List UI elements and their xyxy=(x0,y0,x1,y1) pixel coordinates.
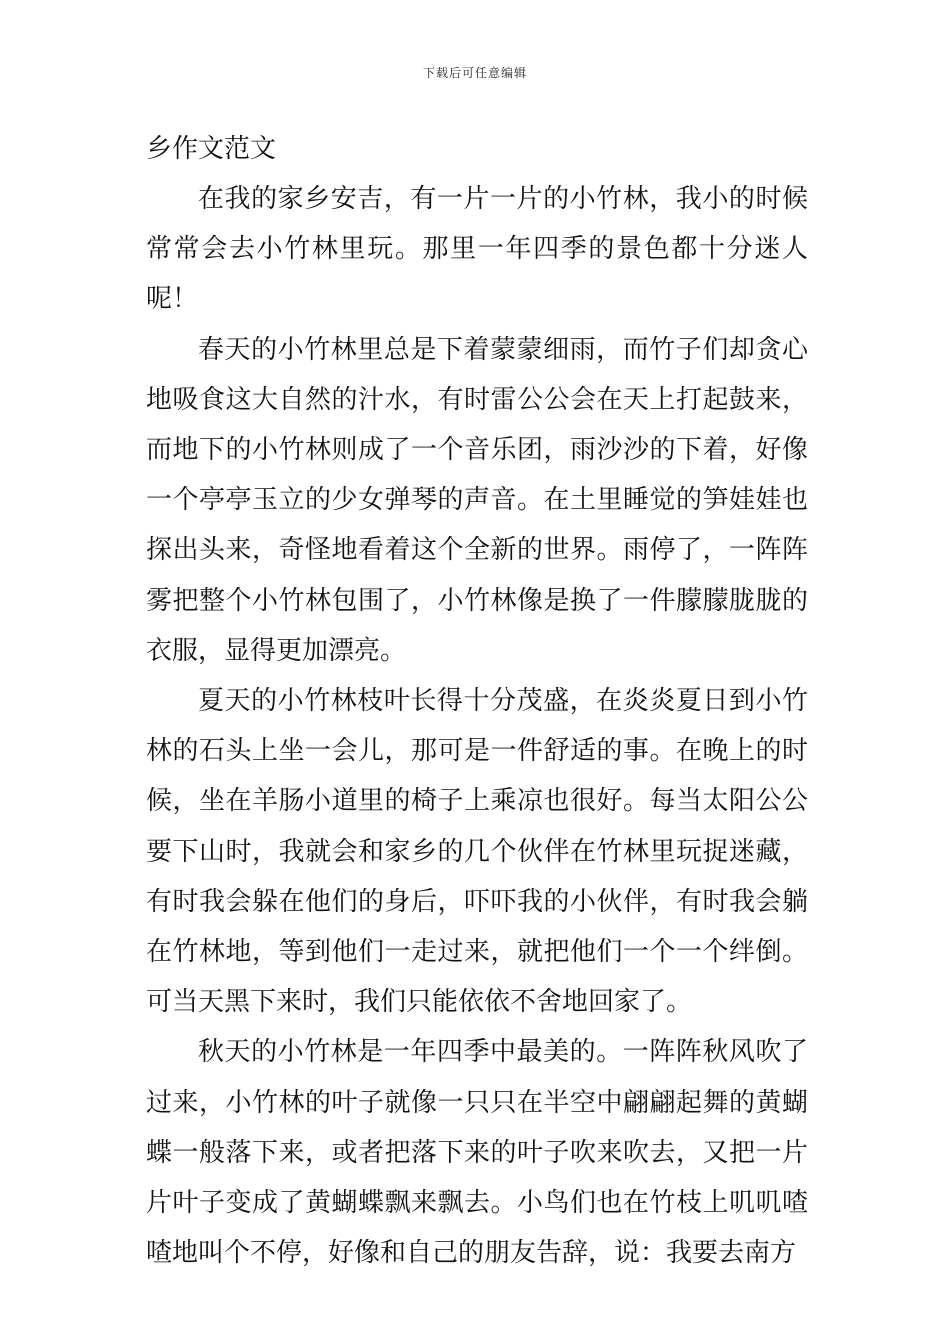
paragraph: 春天的小竹林里总是下着蒙蒙细雨，而竹子们却贪心地吸食这大自然的汁水，有时雷公公会在天上打起鼓来，而地下的小竹林则成了一个音乐团，雨沙沙的下着，好像一个亭亭玉立的少女弹琴的声音。在土里睡觉的笋娃娃也探出头来，奇怪地看着这个全新的世界。雨停了，一阵阵雾把整个小竹林包围了，小竹林像是换了一件朦朦胧胧的衣服，显得更加漂亮。 xyxy=(146,334,808,666)
document-body xyxy=(146,124,808,1278)
paragraph: 夏天的小竹林枝叶长得十分茂盛，在炎炎夏日到小竹林的石头上坐一会儿，那可是一件舒适的事。在晚上的时候，坐在羊肠小道里的椅子上乘凉也很好。每当太阳公公要下山时，我就会和家乡的几个伙伴在竹林里玩捉迷藏，有时我会躲在他们的身后，吓吓我的小伙伴，有时我会躺在竹林地，等到他们一走过来，就把他们一个一个绊倒。可当天黑下来时，我们只能依依不舍地回家了。 xyxy=(146,686,808,1018)
document-title: 乡作文范文 xyxy=(146,134,277,164)
page-header: 下载后可任意编辑 xyxy=(422,66,527,80)
paragraph: 秋天的小竹林是一年四季中最美的。一阵阵秋风吹了过来，小竹林的叶子就像一只只在半空中翩翩起舞的黄蝴蝶一般落下来，或者把落下来的叶子吹来吹去，又把一片片叶子变成了黄蝴蝶飘来飘去。小鸟们也在竹枝上叽叽喳喳地叫个不停，好像和自己的朋友告辞，说：我要去南方 xyxy=(146,1037,808,1269)
paragraph: 在我的家乡安吉，有一片一片的小竹林，我小的时候常常会去小竹林里玩。那里一年四季的景色都十分迷人呢！ xyxy=(146,184,808,315)
